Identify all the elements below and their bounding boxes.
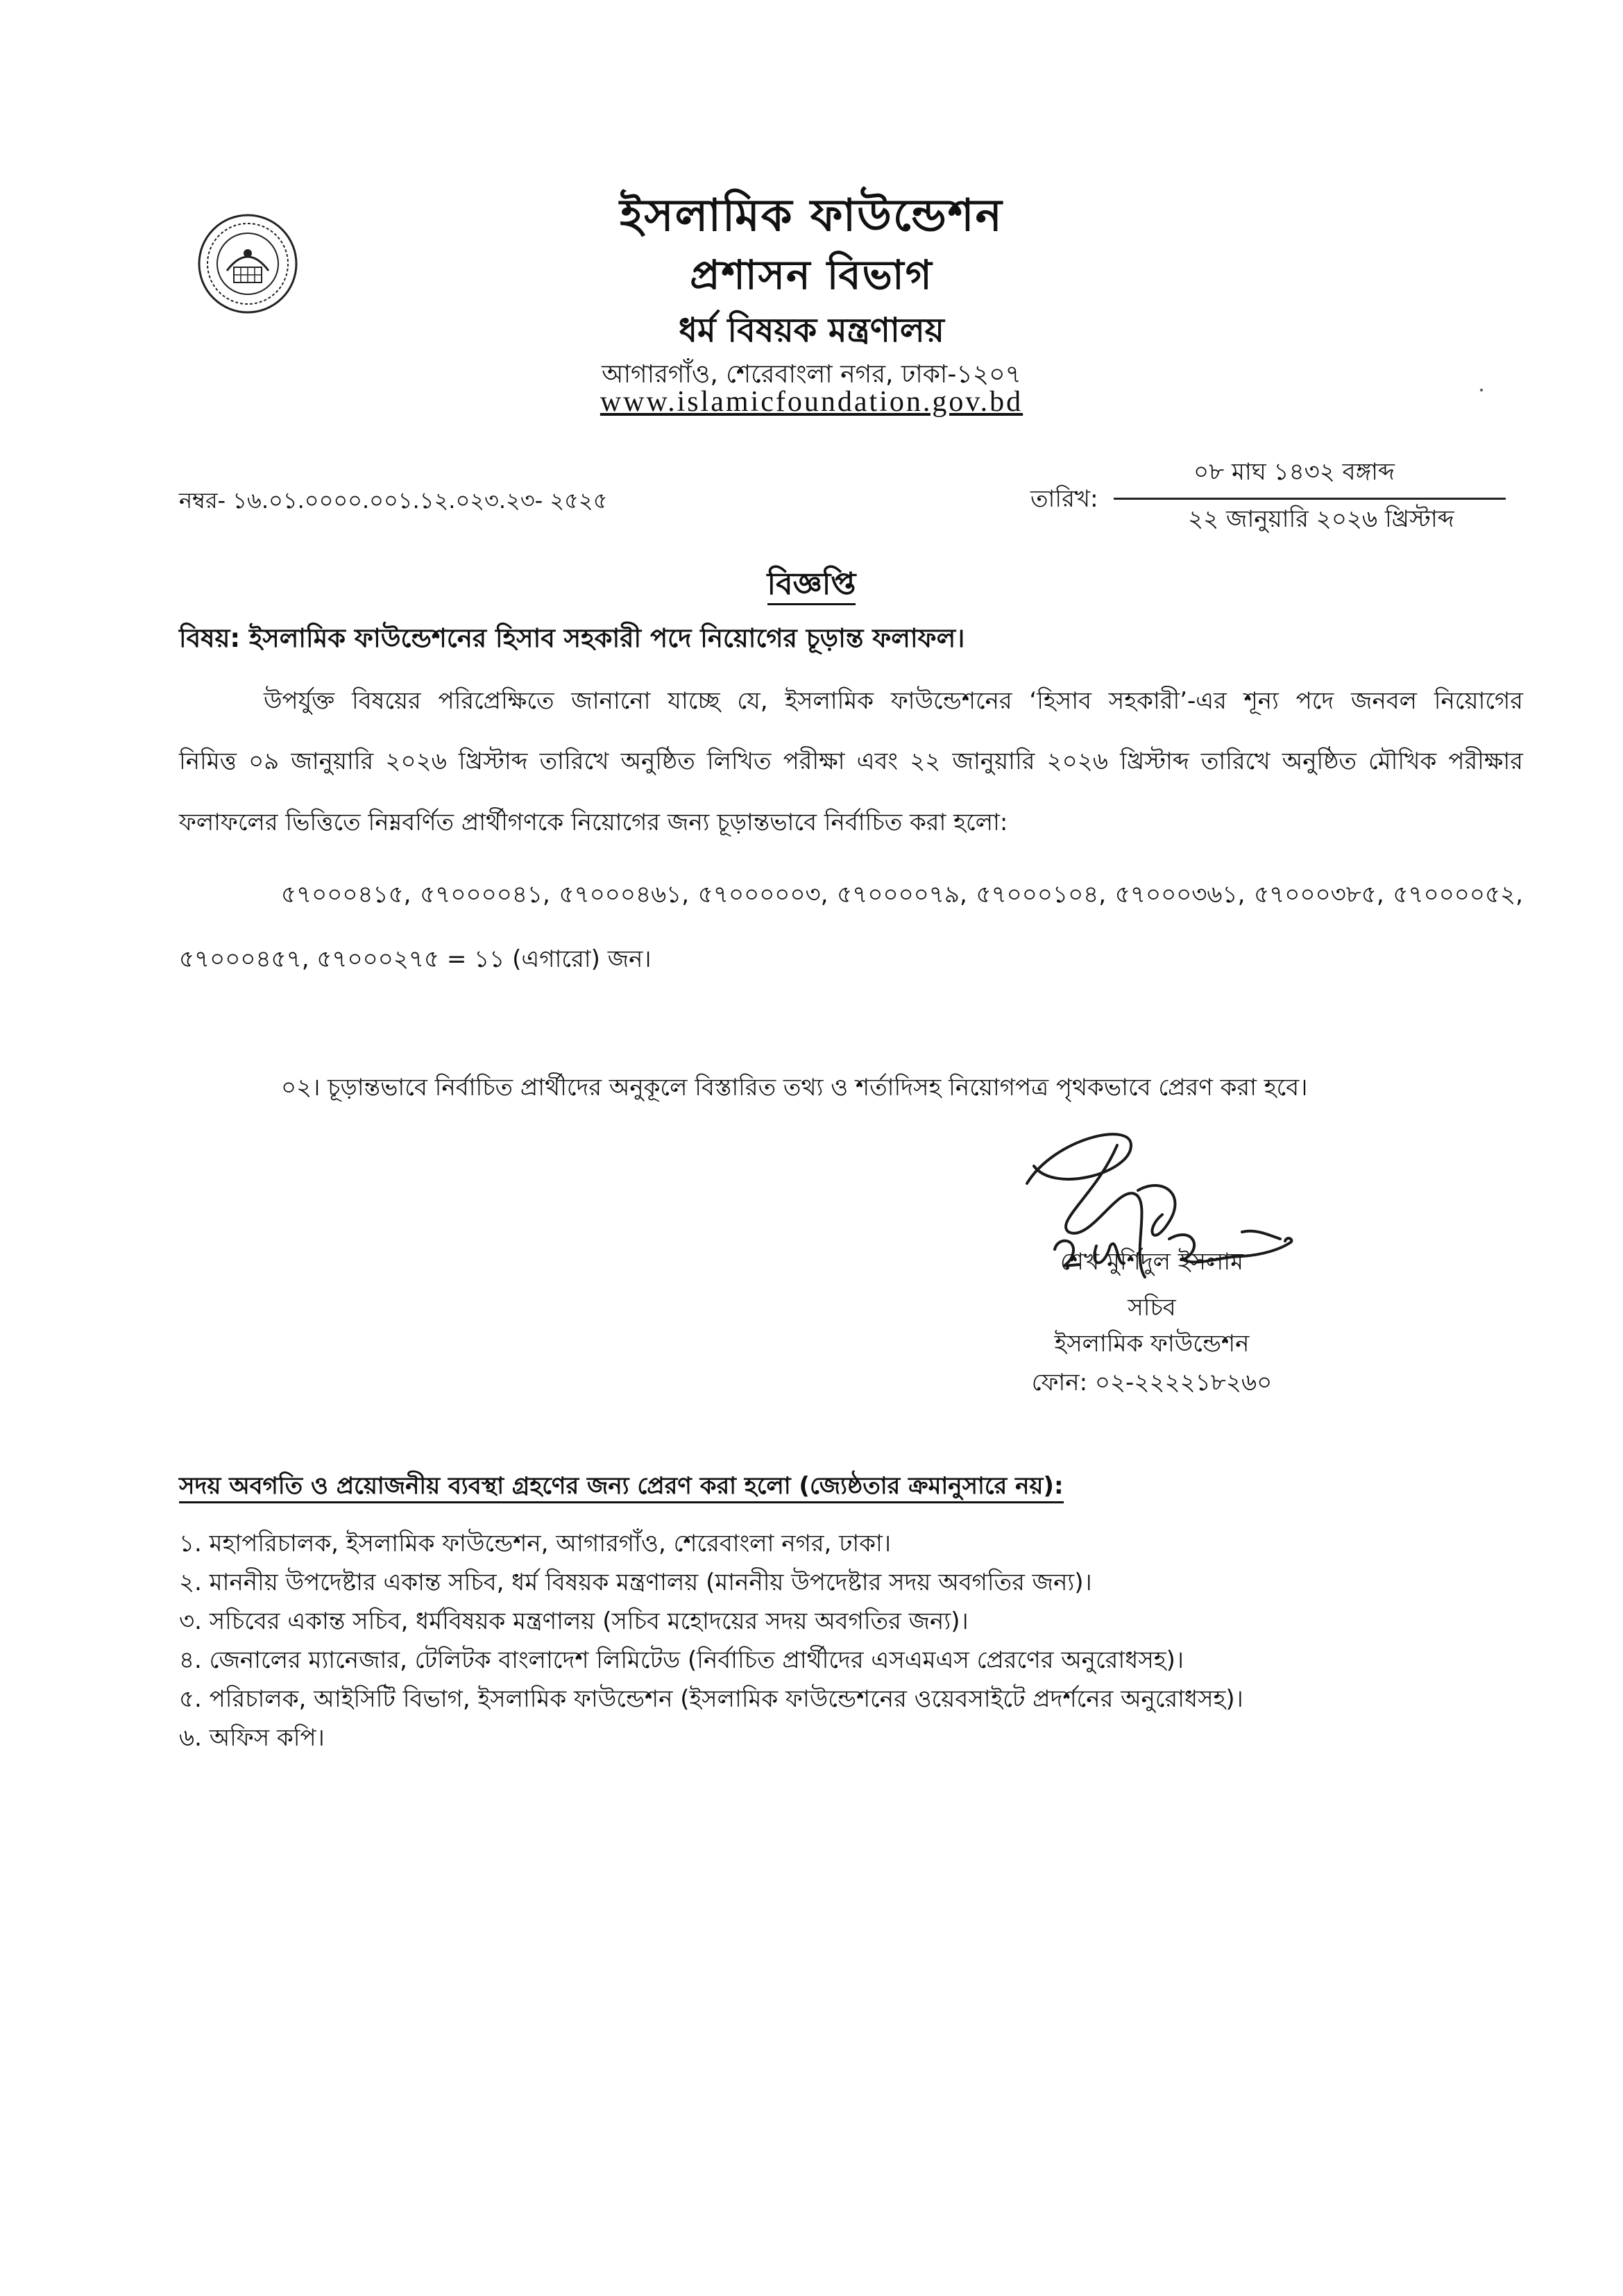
notice-title-text: বিজ্ঞপ্তি <box>767 566 856 605</box>
distribution-list <box>179 1524 1243 1757</box>
paragraph-1-line-1: উপর্যুক্ত বিষয়ের পরিপ্রেক্ষিতে জানানো যাচ্ছে যে, ইসলামিক ফাউন্ডেশনের ‘হিসাব সহকারী’-এর শূন্য পদে জনবল নিয়োগের <box>264 687 1523 715</box>
date-label: তারিখ: <box>1030 485 1098 513</box>
distribution-item: ৫. পরিচালক, আইসিটি বিভাগ, ইসলামিক ফাউন্ডেশন (ইসলামিক ফাউন্ডেশনের ওয়েবসাইটে প্রদর্শনের অনুরোধসহ)। <box>179 1685 1243 1713</box>
website-link[interactable]: www.islamicfoundation.gov.bd <box>600 386 1023 418</box>
address: আগারগাঁও, শেরেবাংলা নগর, ঢাকা-১২০৭ <box>602 360 1021 389</box>
signatory-phone: ফোন: ০২-২২২২১৮২৬০ <box>1031 1369 1273 1396</box>
selected-roll-numbers-line-2: ৫৭০০০৪৫৭, ৫৭০০০২৭৫ = ১১ (এগারো) জন। <box>179 945 652 973</box>
distribution-item: ২. মাননীয় উপদেষ্টার একান্ত সচিব, ধর্ম বিষয়ক মন্ত্রণালয় (মাননীয় উপদেষ্টার সদয় অবগতির জন্য)। <box>179 1569 1092 1596</box>
distribution-item: ১. মহাপরিচালক, ইসলামিক ফাউন্ডেশন, আগারগাঁও, শেরেবাংলা নগর, ঢাকা। <box>179 1530 892 1558</box>
organization-name: ইসলামিক ফাউন্ডেশন <box>620 190 1003 242</box>
date-bangla: ০৮ মাঘ ১৪৩২ বঙ্গাব্দ <box>1193 458 1395 486</box>
selected-roll-numbers-line-1: ৫৭০০০৪১৫, ৫৭০০০০৪১, ৫৭০০০৪৬১, ৫৭০০০০০৩, ৫৭০০০০৭৯, ৫৭০০০১০৪, ৫৭০০০৩৬১, ৫৭০০০৩৮৫, ৫৭০০০০৫২, <box>281 881 1523 909</box>
notice-subject: বিষয়: ইসলামিক ফাউন্ডেশনের হিসাব সহকারী পদে নিয়োগের চূড়ান্ত ফলাফল। <box>179 623 965 653</box>
paragraph-1-line-2: নিমিত্ত ০৯ জানুয়ারি ২০২৬ খ্রিস্টাব্দ তারিখে অনুষ্ঠিত লিখিত পরীক্ষা এবং ২২ জানুয়ারি ২০২৬ খ্রিস্টাব্দ তারিখে অনুষ্ঠিত মৌখিক পরীক্ষার <box>179 748 1523 775</box>
signatory-organization: ইসলামিক ফাউন্ডেশন <box>1054 1330 1250 1358</box>
memo-number: নম্বর- ১৬.০১.০০০০.০০১.১২.০২৩.২৩- ২৫২৫ <box>179 487 608 514</box>
distribution-item: ৬. অফিস কপি। <box>179 1724 325 1752</box>
distribution-item: ৪. জেনালের ম্যানেজার, টেলিটক বাংলাদেশ লিমিটেড (নির্বাচিত প্রার্থীদের এসএমএস প্রেরণের অনুরোধসহ)। <box>179 1646 1184 1674</box>
ministry-name: ধর্ম বিষয়ক মন্ত্রণালয় <box>679 311 944 350</box>
distribution-item: ৩. সচিবের একান্ত সচিব, ধর্মবিষয়ক মন্ত্রণালয় (সচিব মহোদয়ের সদয় অবগতির জন্য)। <box>179 1607 969 1635</box>
paragraph-1-line-3: ফলাফলের ভিত্তিতে নিম্নবর্ণিত প্রার্থীগণকে নিয়োগের জন্য চূড়ান্তভাবে নির্বাচিত করা হলো: <box>179 809 1008 836</box>
date-divider <box>1114 498 1506 500</box>
speck <box>1480 389 1483 391</box>
distribution-heading <box>179 1468 1064 1508</box>
paragraph-2: ০২। চূড়ান্তভাবে নির্বাচিত প্রার্থীদের অনুকূলে বিস্তারিত তথ্য ও শর্তাদিসহ নিয়োগপত্র পৃথকভাবে প্রেরণ করা হবে। <box>281 1074 1308 1101</box>
signatory-title: সচিব <box>1128 1294 1176 1322</box>
distribution-heading-text: সদয় অবগতি ও প্রয়োজনীয় ব্যবস্থা গ্রহণের জন্য প্রেরণ করা হলো (জ্যেষ্ঠতার ক্রমানুসারে নয়): <box>179 1472 1064 1503</box>
date-english: ২২ জানুয়ারি ২০২৬ খ্রিস্টাব্দ <box>1188 505 1454 533</box>
department-name: প্রশাসন বিভাগ <box>690 251 933 298</box>
notice-title <box>0 561 1623 611</box>
signatory-name: শেখ মুর্শিদুল ইসলাম <box>1060 1248 1243 1276</box>
